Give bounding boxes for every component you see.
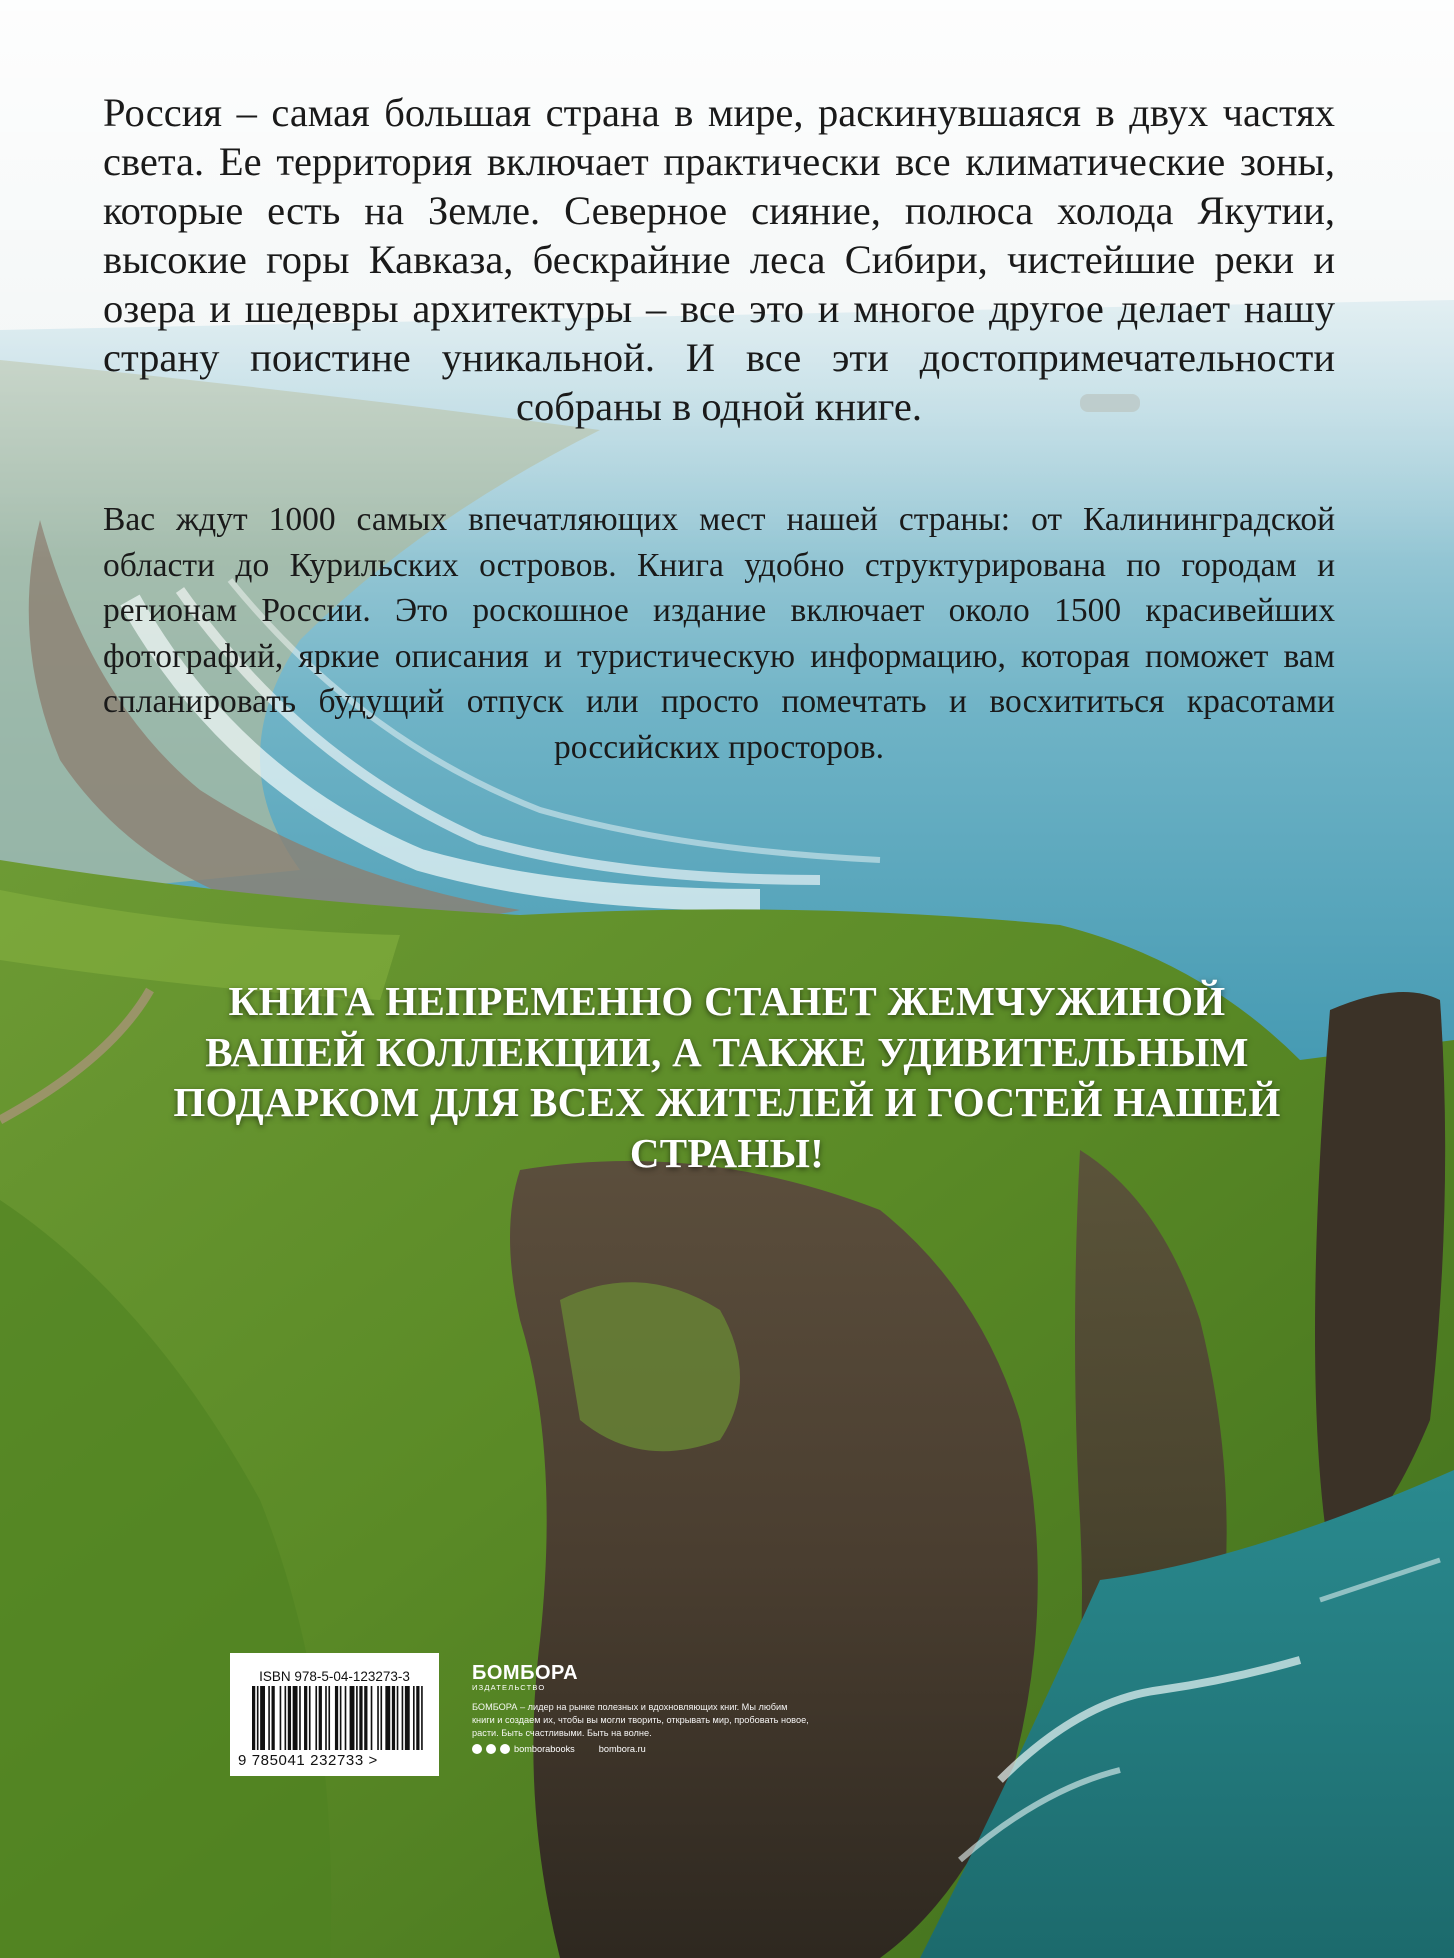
barcode-bar <box>392 1686 395 1750</box>
details-paragraph: Вас ждут 1000 самых впечатляющих мест нашей страны: от Калининградской области до Курильских островов. Книга удобно структурирована по городам и регионам России. Это роскошное издание включает около 1500 красивейших фотографий, яркие описания и туристическую информацию, которая поможет вам спланировать будущий отпуск или просто помечтать и восхититься красотами российских просторов. <box>103 501 1335 766</box>
barcode-bar <box>293 1686 298 1750</box>
isbn-label: ISBN 978-5-04-123273-3 <box>259 1669 410 1684</box>
social-handle: bomborabooks <box>514 1744 575 1754</box>
publisher-block <box>472 1663 812 1754</box>
barcode-bar <box>359 1686 362 1750</box>
barcode-bar <box>340 1686 342 1750</box>
barcode-bar <box>405 1686 410 1750</box>
website-link[interactable]: bombora.ru <box>598 1744 646 1754</box>
barcode-bar <box>385 1686 390 1750</box>
isbn-barcode-block <box>230 1653 439 1776</box>
publisher-description: БОМБОРА – лидер на рынке полезных и вдохновляющих книг. Мы любим книги и создаем их, чтобы вы могли творить, открывать мир, пробовать новое, расти. Быть счастливыми. Быть на волне. <box>472 1702 809 1738</box>
barcode-bar <box>309 1686 311 1750</box>
barcode-bar <box>304 1686 307 1750</box>
barcode-bars <box>252 1686 426 1750</box>
barcode-bar <box>325 1686 327 1750</box>
barcode-bar <box>285 1686 287 1750</box>
barcode-bar <box>272 1686 275 1750</box>
barcode-bar <box>260 1686 265 1750</box>
barcode-bar <box>416 1686 419 1750</box>
barcode-bar <box>397 1686 399 1750</box>
instagram-icon <box>500 1744 510 1754</box>
barcode-bar <box>380 1686 382 1750</box>
barcode-bar <box>299 1686 301 1750</box>
barcode-bar <box>315 1686 317 1750</box>
barcode-bar <box>413 1686 415 1750</box>
barcode-bar <box>328 1686 330 1750</box>
intro-paragraph: Россия – самая большая страна в мире, раскинувшаяся в двух частях света. Ее территория включает практически все климатические зоны, которые есть на Земле. Северное сияние, полюса холода Якутии, высокие горы Кавказа, бескрайние леса Сибири, чистейшие реки и озера и шедевры архитектуры – все это и многое другое делает нашу страну поистине уникальной. И все эти достопримечательности собраны в одной книге. <box>103 90 1335 429</box>
barcode-bar <box>402 1686 404 1750</box>
tagline-callout: КНИГА НЕПРЕМЕННО СТАНЕТ ЖЕМЧУЖИНОЙ ВАШЕЙ КОЛЛЕКЦИИ, А ТАКЖЕ УДИВИТЕЛЬНЫМ ПОДАРКОМ ДЛЯ ВСЕХ ЖИТЕЛЕЙ И ГОСТЕЙ НАШЕЙ СТРАНЫ! <box>173 978 1281 1176</box>
barcode-bar <box>288 1686 291 1750</box>
publisher-social-row <box>472 1744 812 1754</box>
barcode-bar <box>257 1686 259 1750</box>
vk-icon <box>486 1744 496 1754</box>
barcode-bar <box>356 1686 358 1750</box>
barcode-bar <box>280 1686 282 1750</box>
barcode-bar <box>345 1686 347 1750</box>
barcode-bar <box>421 1686 423 1750</box>
barcode-digits: 9 785041 232733 > <box>238 1752 378 1769</box>
facebook-icon <box>472 1744 482 1754</box>
barcode-bar <box>319 1686 322 1750</box>
publisher-logo: БОМБОРА <box>472 1662 579 1684</box>
barcode-bar <box>350 1686 355 1750</box>
publisher-sublabel: ИЗДАТЕЛЬСТВО <box>472 1683 546 1692</box>
barcode-bar <box>252 1686 255 1750</box>
barcode-bar <box>268 1686 270 1750</box>
barcode-bar <box>335 1686 338 1750</box>
barcode-bar <box>364 1686 367 1750</box>
barcode-bar <box>371 1686 373 1750</box>
barcode-bar <box>377 1686 379 1750</box>
